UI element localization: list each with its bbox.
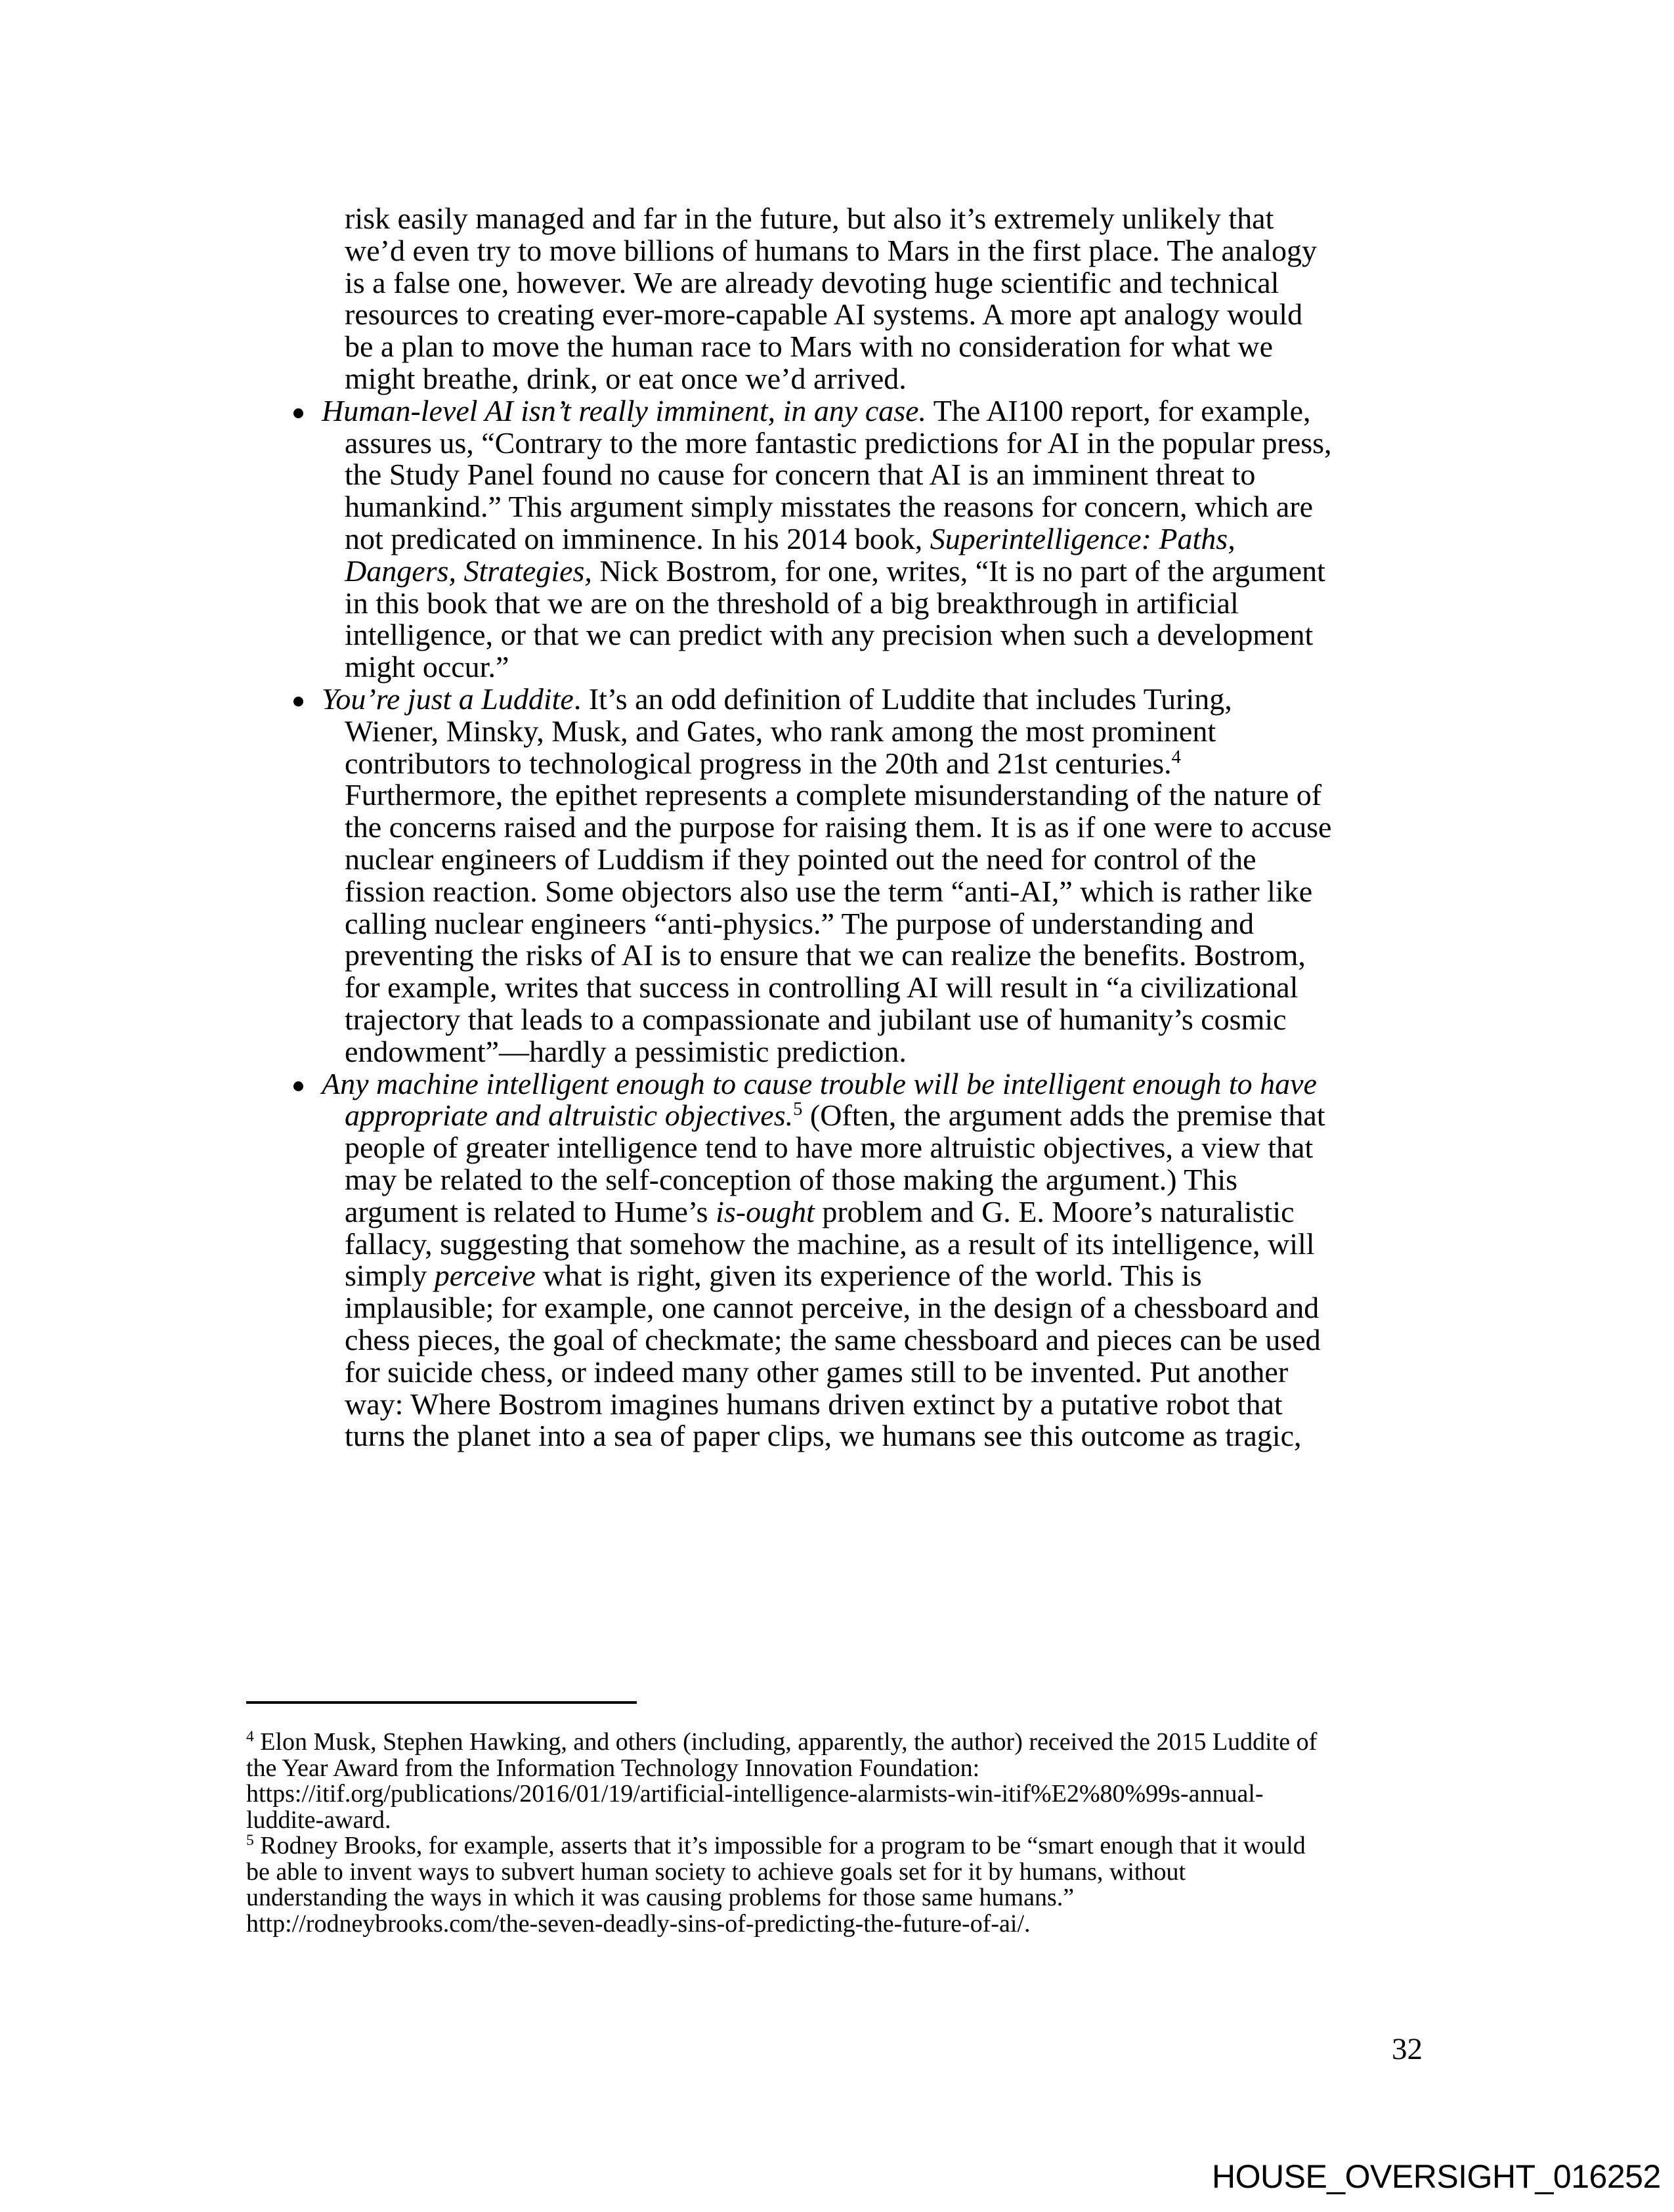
body-text-span: The AI100 report, for example, (926, 394, 1311, 427)
bullet-lead-italic: Any machine intelligent enough to cause trouble will be intelligent enough to have (322, 1067, 1317, 1100)
book-title: Dangers, Strategies, (345, 554, 592, 588)
bullet-icon (293, 1081, 303, 1091)
footnote-link[interactable]: http://rodneybrooks.com/the-seven-deadly-sins-of-predicting-the-future-of-ai/. (246, 1910, 1031, 1938)
body-line: turns the planet into a sea of paper clips, we humans see this outcome as tragic, (345, 1419, 1302, 1452)
page-number: 32 (1392, 2032, 1423, 2066)
footnote-line: understanding the ways in which it was causing problems for those same humans.” (246, 1884, 1075, 1911)
body-line: in this book that we are on the threshold of a big breakthrough in artificial (345, 586, 1239, 620)
body-line: chess pieces, the goal of checkmate; the same chessboard and pieces can be used (345, 1323, 1321, 1356)
book-title: Superintelligence: Paths, (930, 522, 1235, 555)
bates-stamp: HOUSE_OVERSIGHT_016252 (1212, 2158, 1661, 2195)
body-line: for suicide chess, or indeed many other games still to be invented. Put another (345, 1355, 1289, 1389)
body-text-span: (Often, the argument adds the premise that (802, 1098, 1325, 1132)
emphasis: is-ought (716, 1195, 815, 1228)
body-text-span: . It’s an odd definition of Luddite that includes Turing, (573, 682, 1232, 716)
bullet-lead-italic: Human-level AI isn’t really imminent, in any case. (322, 394, 927, 427)
body-text-span (592, 554, 600, 588)
body-line: nuclear engineers of Luddism if they pointed out the need for control of the (345, 842, 1256, 876)
bullet-lead-italic: appropriate and altruistic objectives. (345, 1098, 794, 1132)
footnote-text: Rodney Brooks, for example, asserts that it’s impossible for a program to be “smart enough that it would (253, 1832, 1306, 1859)
body-line: fallacy, suggesting that somehow the machine, as a result of its intelligence, will (345, 1227, 1315, 1261)
body-line: way: Where Bostrom imagines humans driven extinct by a putative robot that (345, 1387, 1283, 1421)
body-line: the Study Panel found no cause for concern that AI is an imminent threat to (345, 458, 1256, 491)
body-line (345, 748, 1181, 779)
body-line: humankind.” This argument simply misstates the reasons for concern, which are (345, 490, 1314, 523)
body-line (345, 1261, 1202, 1291)
body-line: for example, writes that success in controlling AI will result in “a civilizational (345, 970, 1298, 1004)
footnote-number: 5 (246, 1832, 254, 1850)
bullet-item-luddite (322, 684, 1232, 714)
footnote-ref-5[interactable]: 5 (793, 1099, 803, 1120)
body-line (345, 524, 1235, 554)
body-line: the concerns raised and the purpose for raising them. It is as if one were to accuse (345, 810, 1332, 844)
bullet-lead-italic: You’re just a Luddite (322, 682, 574, 716)
footnote-divider (246, 1701, 637, 1704)
body-line: is a false one, however. We are already devoting huge scientific and technical (345, 266, 1279, 299)
body-line (345, 556, 1325, 586)
body-line: trajectory that leads to a compassionate and jubilant use of humanity’s cosmic (345, 1003, 1287, 1036)
body-text-span: contributors to technological progress in the 20th and 21st centuries. (345, 747, 1172, 780)
body-line: may be related to the self-conception of those making the argument.) This (345, 1163, 1238, 1196)
bullet-icon (293, 408, 303, 418)
bullet-item-imminence (322, 396, 1311, 426)
body-text-span: what is right, given its experience of the world. This is (543, 1259, 1202, 1292)
body-line: might occur.” (345, 650, 509, 683)
body-text-span: problem and G. E. Moore’s naturalistic (822, 1195, 1295, 1228)
body-line: Furthermore, the epithet represents a complete misunderstanding of the nature of (345, 778, 1322, 812)
body-line: fission reaction. Some objectors also use the term “anti-AI,” which is rather like (345, 875, 1313, 908)
body-line: Wiener, Minsky, Musk, and Gates, who rank among the most prominent (345, 714, 1216, 748)
body-line: intelligence, or that we can predict with any precision when such a development (345, 618, 1314, 651)
body-line: resources to creating ever-more-capable AI systems. A more apt analogy would (345, 297, 1303, 331)
body-line: implausible; for example, one cannot perceive, in the design of a chessboard and (345, 1291, 1320, 1324)
body-line: might breathe, drink, or eat once we’d arrived. (345, 362, 907, 395)
footnote-number: 4 (246, 1728, 254, 1746)
footnote-4 (246, 1729, 1317, 1754)
body-line: endowment”—hardly a pessimistic prediction. (345, 1035, 907, 1068)
body-text-span: simply (345, 1259, 435, 1292)
emphasis: perceive (434, 1259, 536, 1292)
footnote-5 (246, 1833, 1306, 1858)
body-line: people of greater intelligence tend to have more altruistic objectives, a view that (345, 1131, 1314, 1164)
footnote-text: Elon Musk, Stephen Hawking, and others (including, apparently, the author) received the 2015 Luddite of (253, 1728, 1318, 1756)
bullet-icon (293, 697, 303, 706)
body-line: we’d even try to move billions of humans to Mars in the first place. The analogy (345, 234, 1318, 267)
body-line: assures us, “Contrary to the more fantastic predictions for AI in the popular press, (345, 426, 1332, 460)
footnote-link[interactable]: https://itif.org/publications/2016/01/19/artificial-intelligence-alarmists-win-itif%E2%80%99s-annual- (246, 1780, 1264, 1808)
footnote-line: the Year Award from the Information Technology Innovation Foundation: (246, 1754, 980, 1782)
footnote-link[interactable]: luddite-award. (246, 1806, 391, 1834)
footnote-line: be able to invent ways to subvert human society to achieve goals set for it by humans, without (246, 1858, 1186, 1886)
body-line (345, 1100, 1325, 1131)
bullet-item-altruism (322, 1069, 1317, 1099)
body-line (345, 1197, 1295, 1227)
body-line: calling nuclear engineers “anti-physics.” The purpose of understanding and (345, 907, 1255, 940)
body-text-span: argument is related to Hume’s (345, 1195, 716, 1228)
body-text-span: Nick Bostrom, for one, writes, “It is no part of the argument (599, 554, 1325, 588)
footnote-ref-4[interactable]: 4 (1171, 747, 1181, 768)
body-line: risk easily managed and far in the future, but also it’s extremely unlikely that (345, 202, 1274, 235)
body-line: preventing the risks of AI is to ensure that we can realize the benefits. Bostrom, (345, 938, 1306, 972)
body-line: be a plan to move the human race to Mars with no consideration for what we (345, 330, 1274, 363)
body-text-span: not predicated on imminence. In his 2014 book, (345, 522, 930, 555)
